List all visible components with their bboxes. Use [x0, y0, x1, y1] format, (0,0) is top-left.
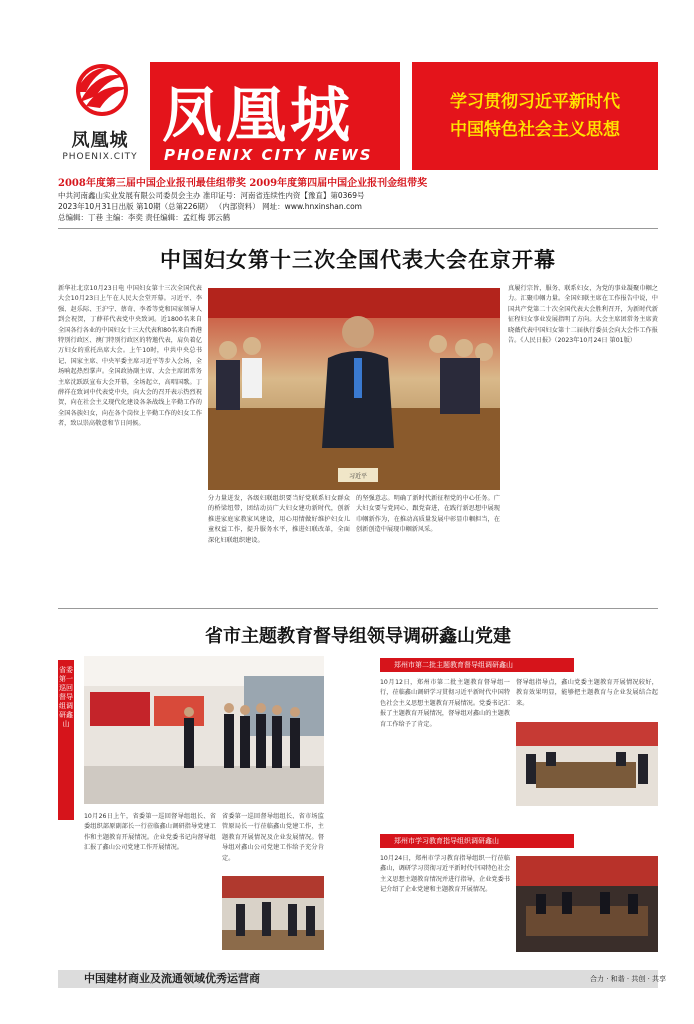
- article1-col4: 真履行宗旨，服务、联系妇女，为党的事业凝聚巾帼之力。汇聚巾帼力量。全国妇联主席在工作报告中说，中国共产党第二十次全国代表大会胜利召开，为新时代新征程妇女事业发展指明了方向。大会主席团常务主席黄晓薇代表中国妇女第十二届执行委员会向大会作工作报告。《人民日报》（2023年10月24日 第01版）: [508, 285, 658, 345]
- article1-col1: 新华社北京10月23日电 中国妇女第十三次全国代表大会10月23日上午在人民大会堂开幕。习近平、李强、赵乐际、王沪宁、蔡奇、李希等党和国家领导人到会祝贺，丁薛祥代表党中央致词。近1800名来自全国各行各业的中国妇女十三大代表和80名来自香港特别行政区、澳门特别行政区的特邀代表，肩负着亿万妇女的重托出席大会。上午10时，中共中央总书记、国家主席、中央军委主席习近平等步入会场，全场响起热烈掌声。全国政协副主席、大会主席团常务主席沈跃跃宣布大会开幕，全场起立，高唱国歌。丁薛祥在致词中代表党中央，向大会的召开表示热烈祝贺，向在社会主义现代化建设各条战线上辛勤工作的全国各族妇女，向在各个岗位上辛勤工作的妇女工作者，致以崇高敬意和节日问候。: [58, 285, 202, 428]
- masthead-banner: [150, 62, 400, 170]
- article2-col-a: 10月26日上午，省委第一巡回督导组组长、省委组织部原副部长一行莅临鑫山调研指导党建工作和主题教育开展情况。企业党委书记向督导组汇报了鑫山公司党建工作开展情况。: [84, 813, 216, 852]
- logo-en-text: PHOENIX.CITY: [62, 152, 138, 162]
- article2-vertical-banner: 省委第一巡回督导组调研鑫山: [58, 660, 74, 820]
- phoenix-logo-icon: [66, 62, 134, 120]
- article2-col-d: 督导组指导点，鑫山党委主题教育开展情况较好，教育效果明显，能够把主题教育与企业发展结合起来。: [516, 679, 658, 707]
- article2-tag-1: 郑州市第二批主题教育督导组调研鑫山: [380, 658, 574, 672]
- article2-tag-2: 郑州市学习教育指导组织调研鑫山: [380, 834, 574, 848]
- footer-right-text: 合力 · 和谐 · 共创 · 共享: [590, 975, 667, 983]
- article2-col-e: 10月24日，郑州市学习教育指导组织一行莅临鑫山，调研学习贯彻习近平新时代中国特色社会主义思想主题教育情况并进行指导，企业党委书记介绍了企业党建和主题教育开展情况。: [380, 855, 510, 894]
- nameplate-text: 习近平: [348, 473, 368, 480]
- section-divider: [58, 608, 658, 609]
- awards-line: 2008年度第三届中国企业报刊最佳组带奖 2009年度第四届中国企业报刊金组带奖: [58, 178, 428, 189]
- masthead-divider: [58, 228, 658, 229]
- article2-col-c: 10月12日，郑州市第二批主题教育督导组一行，莅临鑫山调研学习贯彻习近平新时代中国特色社会主义思想主题教育开展情况。党委书记汇报了主题教育开展情况，督导组对鑫山的主题教育工作给予了肯定。: [380, 679, 510, 728]
- article2-col-b: 省委第一巡回督导组组长、省市场监管原局长一行莅临鑫山党建工作，主题教育开展情况及企业发展情况。督导组对鑫山公司党建工作给予充分肯定。: [222, 813, 324, 862]
- masthead-subtitle: PHOENIX CITY NEWS: [164, 146, 373, 164]
- info-line-2: 2023年10月31日出版 第10期（总第226期） （内部资料） 网址：www.hnxinshan.com: [58, 202, 362, 211]
- footer-left-text: 中国建材商业及流通领域优秀运营商: [84, 972, 260, 985]
- logo-cn-text: 凤凰城: [71, 130, 129, 151]
- article2-photo-right-top: [516, 722, 658, 806]
- info-line-3: 总编辑：丁巷 主编：李奕 责任编辑：孟红梅 郭云鹤: [58, 213, 231, 222]
- slogan-line-1: 学习贯彻习近平新时代: [450, 92, 620, 112]
- article1-col3: 的坚强意志。明确了新时代新征程党的中心任务。广大妇女要与党同心、跟党奋进，在践行新思想中展现巾帼新作为，在推动高质量发展中彰显巾帼担当，在创新创造中展现巾帼新风采。: [356, 495, 500, 534]
- masthead-title: 凤凰城: [162, 81, 354, 151]
- article2-photo-right-bottom: [516, 856, 658, 952]
- article2-headline: 省市主题教育督导组领导调研鑫山党建: [205, 626, 511, 647]
- article2-photo-small-left: [222, 876, 324, 950]
- article1-headline: 中国妇女第十三次全国代表大会在京开幕: [160, 248, 556, 272]
- slogan-line-2: 中国特色社会主义思想: [450, 120, 620, 140]
- article1-col2: 分力量迸发，各级妇联组织要当好党联系妇女群众的桥梁纽带，团结动员广大妇女建功新时代，创新推进家庭家教家风建设，用心用情做好维护妇女儿童权益工作，提升服务水平，推进妇联改革，全面深化妇联组织建设。: [208, 495, 350, 544]
- article1-photo: [208, 288, 500, 490]
- info-line-1: 中共河南鑫山实业发展有限公司委员会主办 准印证号：河南省连续性内资【豫直】第0369号: [58, 191, 365, 200]
- publication-info: [58, 190, 658, 223]
- logo: [58, 62, 142, 164]
- article2-photo-main: [84, 656, 324, 804]
- slogan-box: [412, 62, 658, 170]
